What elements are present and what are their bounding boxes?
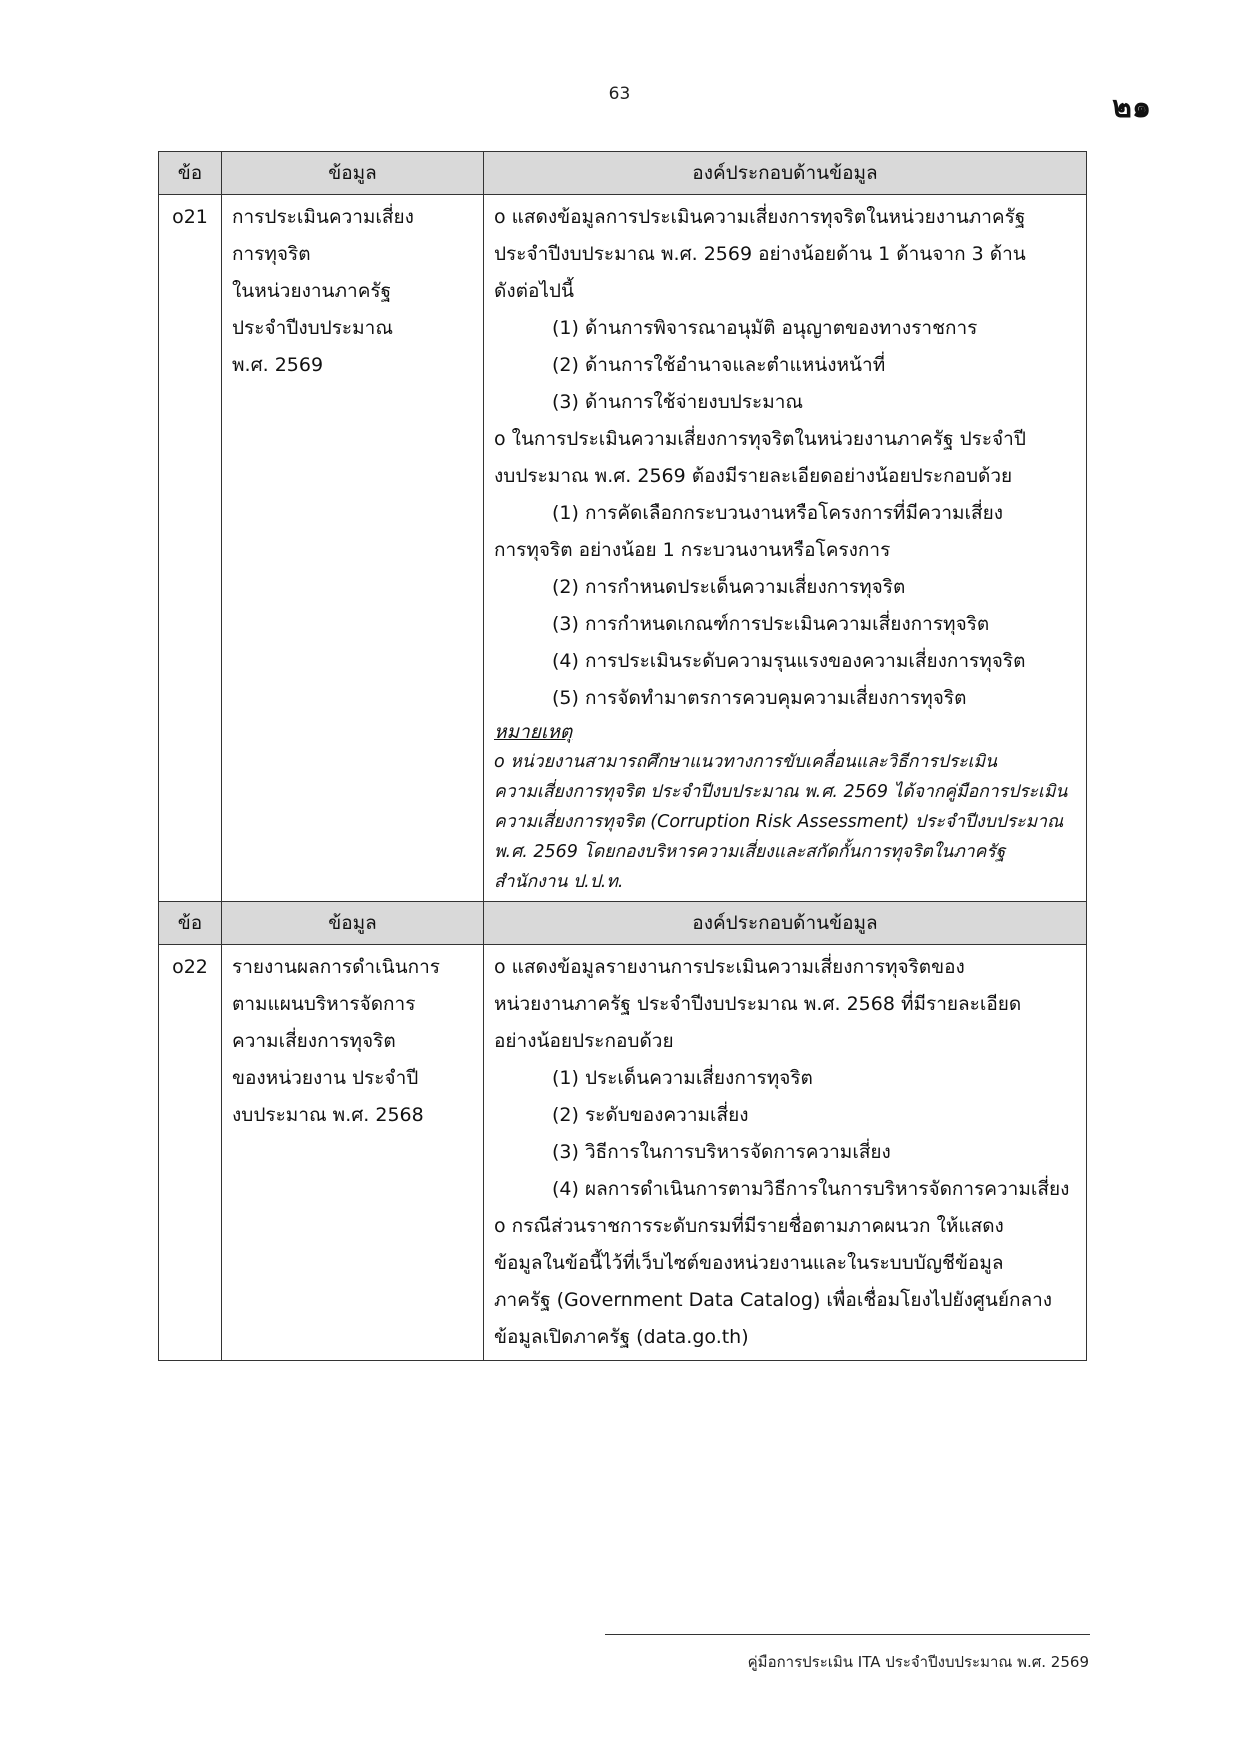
row-description bbox=[484, 195, 1087, 902]
note-line: พ.ศ. 2569 โดยกองบริหารความเสี่ยงและสกัดกั้นการทุจริตในภาครัฐ bbox=[494, 842, 1006, 862]
footer-divider bbox=[605, 1634, 1090, 1635]
header-info: ข้อมูล bbox=[222, 902, 484, 945]
info-line: รายงานผลการดำเนินการ bbox=[232, 956, 440, 978]
table-row bbox=[159, 945, 1087, 1361]
row-number: o22 bbox=[159, 945, 222, 1361]
info-line: การทุจริต bbox=[232, 243, 311, 265]
note-line: ความเสี่ยงการทุจริต ประจำปีงบประมาณ พ.ศ. 2569 ได้จากคู่มือการประเมิน bbox=[494, 782, 1068, 802]
desc-line: (3) การกำหนดเกณฑ์การประเมินความเสี่ยงการทุจริต bbox=[552, 613, 990, 635]
desc-line: (3) ด้านการใช้จ่ายงบประมาณ bbox=[552, 391, 804, 413]
footer-text: คู่มือการประเมิน ITA ประจำปีงบประมาณ พ.ศ. 2569 bbox=[747, 1653, 1089, 1671]
desc-line: (2) ระดับของความเสี่ยง bbox=[552, 1104, 749, 1126]
info-line: งบประมาณ พ.ศ. 2568 bbox=[232, 1104, 424, 1126]
desc-line: o กรณีส่วนราชการระดับกรมที่มีรายชื่อตามภาคผนวก ให้แสดง bbox=[494, 1215, 1004, 1237]
desc-line: (3) วิธีการในการบริหารจัดการความเสี่ยง bbox=[552, 1141, 891, 1163]
desc-line: ข้อมูลเปิดภาครัฐ (data.go.th) bbox=[494, 1326, 749, 1348]
info-line: พ.ศ. 2569 bbox=[232, 354, 324, 376]
info-line: ของหน่วยงาน ประจำปี bbox=[232, 1067, 419, 1089]
desc-line: (1) ประเด็นความเสี่ยงการทุจริต bbox=[552, 1067, 813, 1089]
desc-line: (1) การคัดเลือกกระบวนงานหรือโครงการที่มีความเสี่ยง bbox=[552, 502, 1004, 524]
table-header-row bbox=[159, 152, 1087, 195]
note-line: o หน่วยงานสามารถศึกษาแนวทางการขับเคลื่อนและวิธีการประเมิน bbox=[494, 752, 997, 772]
info-line: ความเสี่ยงการทุจริต bbox=[232, 1030, 396, 1052]
header-no: ข้อ bbox=[159, 902, 222, 945]
desc-line: (2) การกำหนดประเด็นความเสี่ยงการทุจริต bbox=[552, 576, 906, 598]
header-components: องค์ประกอบด้านข้อมูล bbox=[484, 902, 1087, 945]
note-title: หมายเหตุ bbox=[494, 721, 573, 743]
info-line: ตามแผนบริหารจัดการ bbox=[232, 993, 416, 1015]
desc-line: (5) การจัดทำมาตรการควบคุมความเสี่ยงการทุจริต bbox=[552, 687, 967, 709]
desc-line: (1) ด้านการพิจารณาอนุมัติ อนุญาตของทางราชการ bbox=[552, 317, 978, 339]
desc-line: อย่างน้อยประกอบด้วย bbox=[494, 1030, 674, 1052]
info-line: ประจำปีงบประมาณ bbox=[232, 317, 393, 339]
desc-line: ประจำปีงบประมาณ พ.ศ. 2569 อย่างน้อยด้าน 1 ด้านจาก 3 ด้าน bbox=[494, 243, 1026, 265]
desc-line: (2) ด้านการใช้อำนาจและตำแหน่งหน้าที่ bbox=[552, 354, 886, 376]
thai-page-number: ๒๑ bbox=[1112, 90, 1151, 125]
desc-line: (4) การประเมินระดับความรุนแรงของความเสี่ยงการทุจริต bbox=[552, 650, 1026, 672]
table-header-row bbox=[159, 902, 1087, 945]
desc-line: หน่วยงานภาครัฐ ประจำปีงบประมาณ พ.ศ. 2568 ที่มีรายละเอียด bbox=[494, 993, 1022, 1015]
header-components: องค์ประกอบด้านข้อมูล bbox=[484, 152, 1087, 195]
desc-line: การทุจริต อย่างน้อย 1 กระบวนงานหรือโครงการ bbox=[494, 539, 891, 561]
desc-line: o ในการประเมินความเสี่ยงการทุจริตในหน่วยงานภาครัฐ ประจำปี bbox=[494, 428, 1026, 450]
desc-line: ดังต่อไปนี้ bbox=[494, 280, 574, 302]
info-line: ในหน่วยงานภาครัฐ bbox=[232, 280, 392, 302]
desc-line: o แสดงข้อมูลการประเมินความเสี่ยงการทุจริตในหน่วยงานภาครัฐ bbox=[494, 206, 1026, 228]
desc-line: ภาครัฐ (Government Data Catalog) เพื่อเชื่อมโยงไปยังศูนย์กลาง bbox=[494, 1289, 1053, 1311]
page-number: 63 bbox=[608, 84, 631, 104]
header-no: ข้อ bbox=[159, 152, 222, 195]
row-info bbox=[222, 195, 484, 902]
row-info bbox=[222, 945, 484, 1361]
header-info: ข้อมูล bbox=[222, 152, 484, 195]
row-number: o21 bbox=[159, 195, 222, 902]
info-line: การประเมินความเสี่ยง bbox=[232, 206, 414, 228]
row-description bbox=[484, 945, 1087, 1361]
note-line: สำนักงาน ป.ป.ท. bbox=[494, 872, 624, 892]
note-line: ความเสี่ยงการทุจริต (Corruption Risk Assessment) ประจำปีงบประมาณ bbox=[494, 812, 1064, 832]
desc-line: งบประมาณ พ.ศ. 2569 ต้องมีรายละเอียดอย่างน้อยประกอบด้วย bbox=[494, 465, 1013, 487]
desc-line: (4) ผลการดำเนินการตามวิธีการในการบริหารจัดการความเสี่ยง bbox=[552, 1178, 1070, 1200]
criteria-table bbox=[158, 151, 1087, 1361]
desc-line: o แสดงข้อมูลรายงานการประเมินความเสี่ยงการทุจริตของ bbox=[494, 956, 965, 978]
desc-line: ข้อมูลในข้อนี้ไว้ที่เว็บไซต์ของหน่วยงานและในระบบบัญชีข้อมูล bbox=[494, 1252, 1004, 1274]
table-row bbox=[159, 195, 1087, 902]
